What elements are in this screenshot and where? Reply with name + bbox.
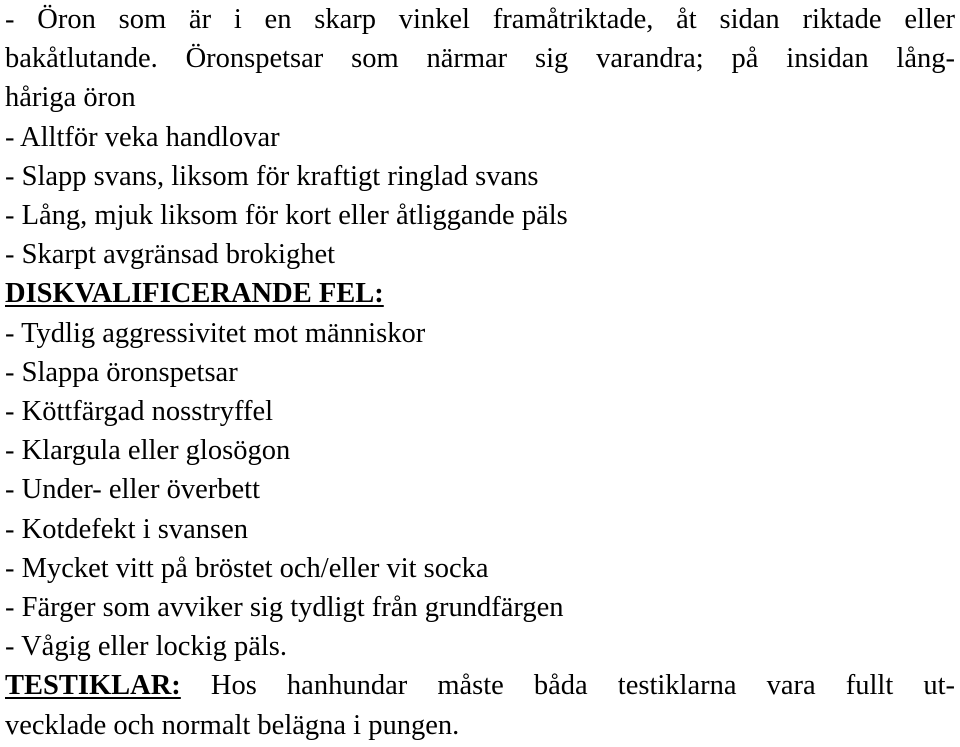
testicles-text: Hos hanhundar måste båda testiklarna vara fullt ut- — [180, 670, 955, 702]
disqualifying-item: - Kotdefekt i svansen — [5, 513, 248, 545]
disqualifying-item: - Färger som avviker sig tydligt från grundfärgen — [5, 592, 564, 624]
disqualifying-item: - Mycket vitt på bröstet och/eller vit socka — [5, 552, 489, 584]
faults-line-3: håriga öron — [5, 82, 136, 114]
disqualifying-item: - Vågig eller lockig päls. — [5, 631, 288, 663]
faults-line-2: bakåtlutande. Öronspetsar som närmar sig varandra; på insidan lång- — [5, 43, 955, 75]
faults-line-4: - Alltför veka handlovar — [5, 121, 280, 153]
testicles-line-1 — [5, 666, 955, 705]
disqualifying-item: - Klargula eller glosögon — [5, 435, 291, 467]
faults-line-5: - Slapp svans, liksom för kraftigt ringlad svans — [5, 160, 539, 192]
disqualifying-heading: DISKVALIFICERANDE FEL: — [5, 278, 384, 310]
testicles-line-2: vecklade och normalt belägna i pungen. — [5, 709, 460, 741]
faults-line-7: - Skarpt avgränsad brokighet — [5, 239, 336, 271]
document-page — [5, 0, 955, 745]
faults-line-1: - Öron som är i en skarp vinkel framåtriktade, åt sidan riktade eller — [5, 4, 955, 35]
disqualifying-item: - Under- eller överbett — [5, 474, 261, 506]
disqualifying-item: - Tydlig aggressivitet mot människor — [5, 317, 426, 349]
testicles-label: TESTIKLAR: — [5, 670, 181, 702]
faults-line-6: - Lång, mjuk liksom för kort eller åtliggande päls — [5, 200, 568, 232]
disqualifying-item: - Slappa öronspetsar — [5, 356, 238, 388]
disqualifying-item: - Köttfärgad nosstryffel — [5, 396, 274, 428]
